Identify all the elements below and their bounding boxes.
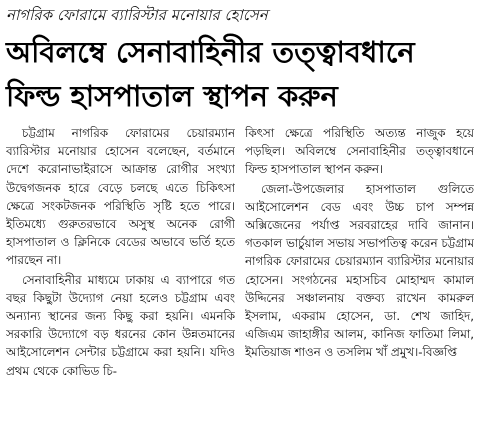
article-body [6, 124, 474, 436]
headline-line-2: ফিল্ড হাসপাতাল স্থাপন করুন [6, 79, 338, 113]
paragraph: চট্টগ্রাম নাগরিক ফোরামের চেয়ারম্যান ব্যারিস্টার মনোয়ার হোসেন বলেছেন, বর্তমানে দেশে করোনাভাইরাসে আক্রান্ত রোগীর সংখ্যা উদ্বেগজনক হারে বেড়ে চলছে এতে চিকিৎসা ক্ষেত্রে সংকটজনক পরিস্থিতি সৃষ্টি হতে পারে। ইতিমধ্যে গুরুতরভাবে অসুস্থ অনেক রোগী হাসপাতাল ও ক্লিনিকে বেডের অভাবে ভর্তি হতে পারছেন না। [6, 126, 235, 268]
left-column [6, 124, 235, 436]
headline [6, 30, 474, 118]
kicker-line: নাগরিক ফোরামে ব্যারিস্টার মনোয়ার হোসেন [6, 6, 268, 24]
paragraph: সেনাবাহিনীর মাধ্যমে ঢাকায় এ ব্যাপারে গত বছর কিছুটা উদ্যোগ নেয়া হলেও চট্টগ্রাম এবং অন্যান্য স্থানের জন্য কিছু করা হয়নি। এমনকি সরকারি উদ্যোগে বড় ধরনের কোন উন্নতমানের আইসোলেশন সেন্টার চট্টগ্রামে করা হয়নি। যদিও প্রথম থেকে কোভিড চি- [6, 272, 235, 378]
right-column [245, 124, 474, 436]
paragraph: জেলা-উপজেলার হাসপাতাল গুলিতে আইসোলেশন বেড এবং উচ্চ চাপ সম্পন্ন অক্সিজেনের পর্যাপ্ত সরবরাহের দাবি জানান। গতকাল ভার্চুয়াল সভায় সভাপতিত্ব করেন চট্টগ্রাম নাগরিক ফোরামের চেয়ারম্যান ব্যারিস্টার মনোয়ার হোসেন। সংগঠনের মহাসচিব মোহাম্মদ কামাল উদ্দিনের সঞ্চালনায় বক্তব্য রাখেন কামরুল ইসলাম, একরাম হোসেন, ডা. শেখ জাহিদ, এজিএম জাহাঙ্গীর আলম, কানিজ ফাতিমা লিমা, ইমতিয়াজ শাওন ও তসলিম খাঁ প্রমুখ।-বিজ্ঞপ্তি [245, 181, 474, 360]
paragraph: কিৎসা ক্ষেত্রে পরিস্থিতি অত্যন্ত নাজুক হয়ে পড়ছিল। অবিলম্বে সেনাবাহিনীর তত্ত্বাবধানে ফিল্ড হাসপাতাল স্থাপন করুন। [245, 126, 474, 177]
headline-line-1: অবিলম্বে সেনাবাহিনীর তত্ত্বাবধানে [6, 35, 415, 69]
